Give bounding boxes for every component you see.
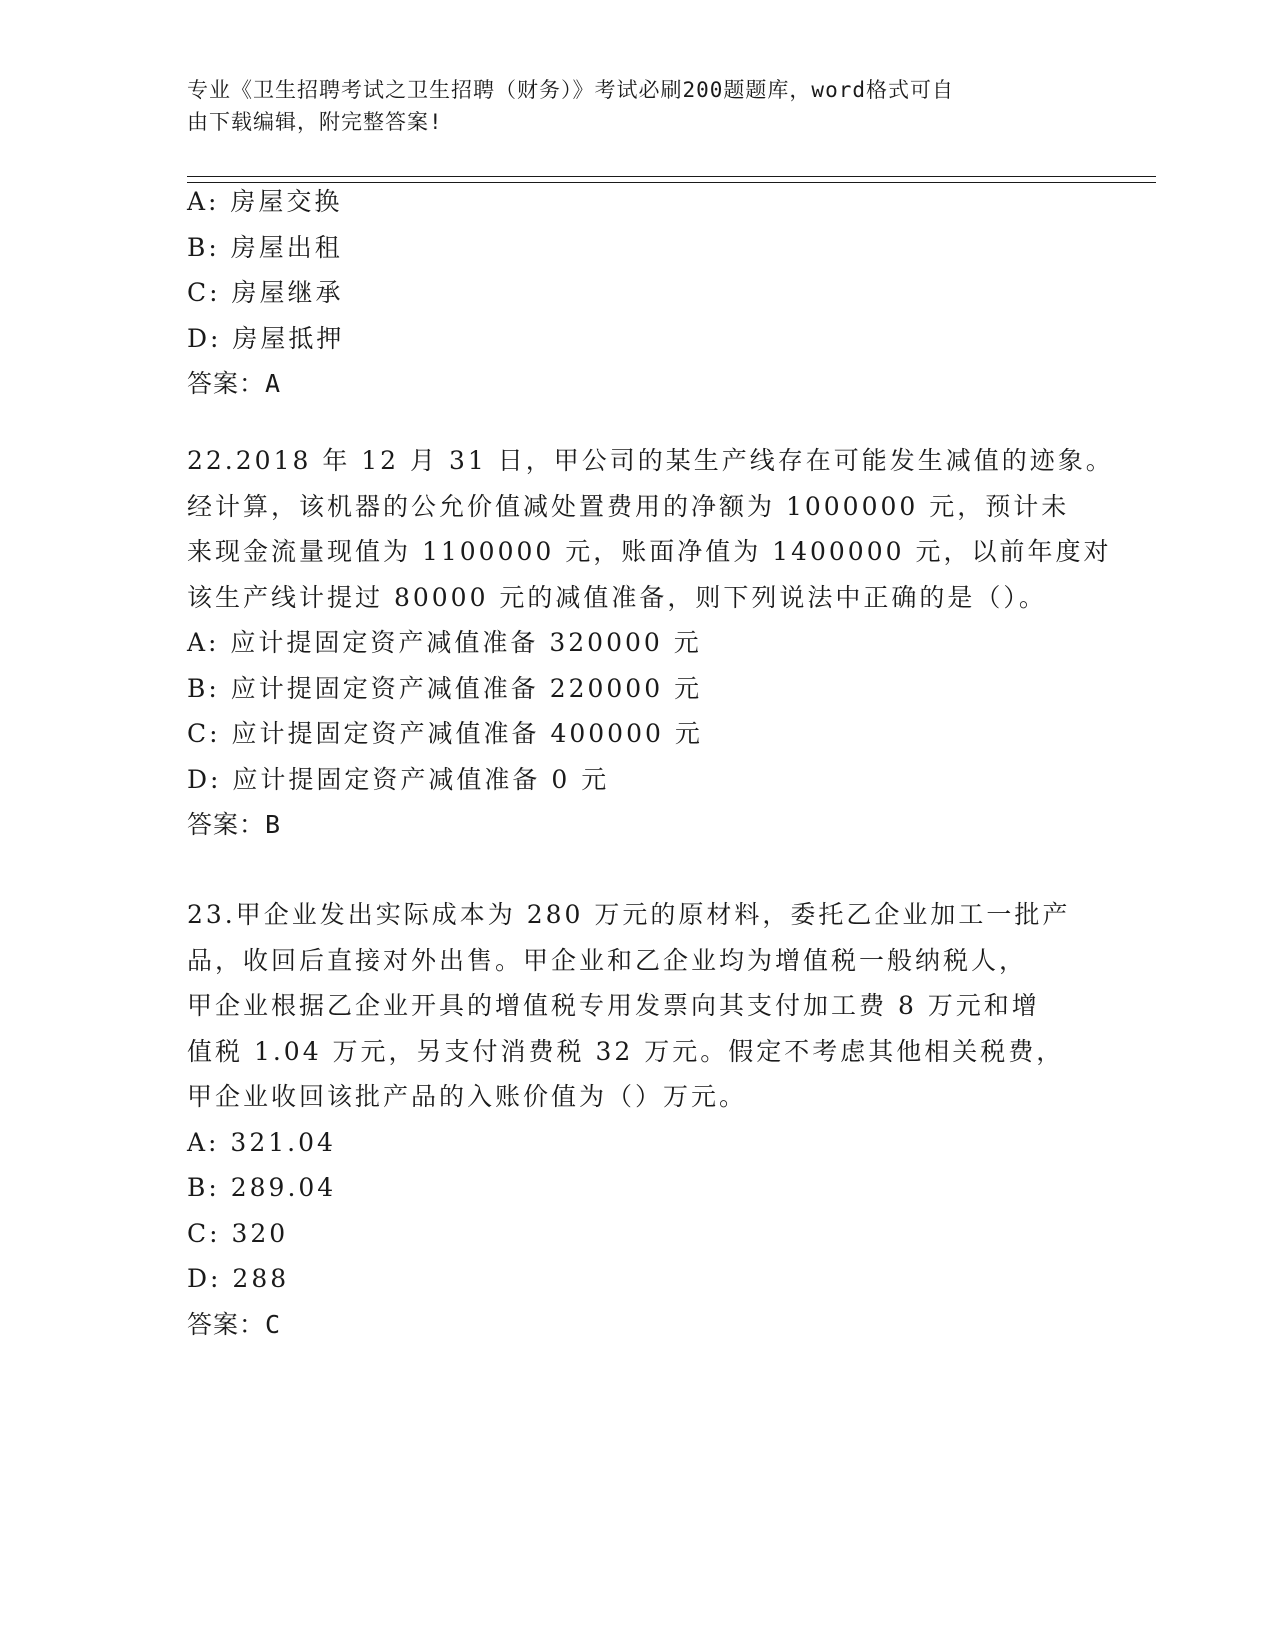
question-23-stem bbox=[187, 892, 1077, 1120]
question-stem-line: 值税 1.04 万元，另支付消费税 32 万元。假定不考虑其他相关税费， bbox=[187, 1036, 1065, 1066]
option-d: D: 288 bbox=[187, 1264, 290, 1293]
header-line-1: 专业《卫生招聘考试之卫生招聘（财务）》考试必刷200题题库，word格式可自 bbox=[187, 78, 954, 102]
option-c: C: 房屋继承 bbox=[187, 278, 344, 307]
question-stem-line: 经计算，该机器的公允价值减处置费用的净额为 1000000 元，预计未 bbox=[187, 491, 1070, 521]
option-a: A: 321.04 bbox=[187, 1127, 336, 1157]
question-stem-line: 品，收回后直接对外出售。甲企业和乙企业均为增值税一般纳税人， bbox=[187, 945, 1028, 975]
header-divider-top bbox=[187, 176, 1156, 177]
option-a: A: 应计提固定资产减值准备 320000 元 bbox=[187, 628, 702, 657]
question-23 bbox=[187, 892, 1087, 1347]
option-a: A: 房屋交换 bbox=[187, 187, 343, 216]
question-21-options bbox=[187, 179, 1087, 407]
question-stem-line: 该生产线计提过 80000 元的减值准备，则下列说法中正确的是（）。 bbox=[187, 582, 1047, 612]
option-d: D: 房屋抵押 bbox=[187, 323, 345, 353]
question-stem-line: 甲企业根据乙企业开具的增值税专用发票向其支付加工费 8 万元和增 bbox=[187, 991, 1040, 1020]
option-c: C: 320 bbox=[187, 1218, 289, 1248]
option-b: B: 289.04 bbox=[187, 1173, 337, 1202]
question-22 bbox=[187, 438, 1114, 848]
document-header bbox=[187, 74, 1087, 138]
option-d: D: 应计提固定资产减值准备 0 元 bbox=[187, 764, 610, 794]
option-c: C: 应计提固定资产减值准备 400000 元 bbox=[187, 719, 703, 748]
answer-23: 答案：C bbox=[187, 1309, 282, 1339]
question-stem-line: 甲企业收回该批产品的入账价值为（）万元。 bbox=[187, 1082, 748, 1111]
answer-21: 答案：A bbox=[187, 369, 282, 398]
question-stem-line: 23.甲企业发出实际成本为 280 万元的原材料，委托乙企业加工一批产 bbox=[187, 900, 1071, 929]
option-b: B: 房屋出租 bbox=[187, 232, 343, 262]
header-line-2: 由下载编辑，附完整答案! bbox=[187, 110, 443, 134]
question-22-stem bbox=[187, 438, 1114, 620]
question-stem-line: 来现金流量现值为 1100000 元，账面净值为 1400000 元，以前年度对 bbox=[187, 537, 1112, 566]
answer-22: 答案：B bbox=[187, 810, 282, 839]
option-b: B: 应计提固定资产减值准备 220000 元 bbox=[187, 673, 703, 703]
question-stem-line: 22.2018 年 12 月 31 日，甲公司的某生产线存在可能发生减值的迹象。 bbox=[187, 446, 1114, 475]
